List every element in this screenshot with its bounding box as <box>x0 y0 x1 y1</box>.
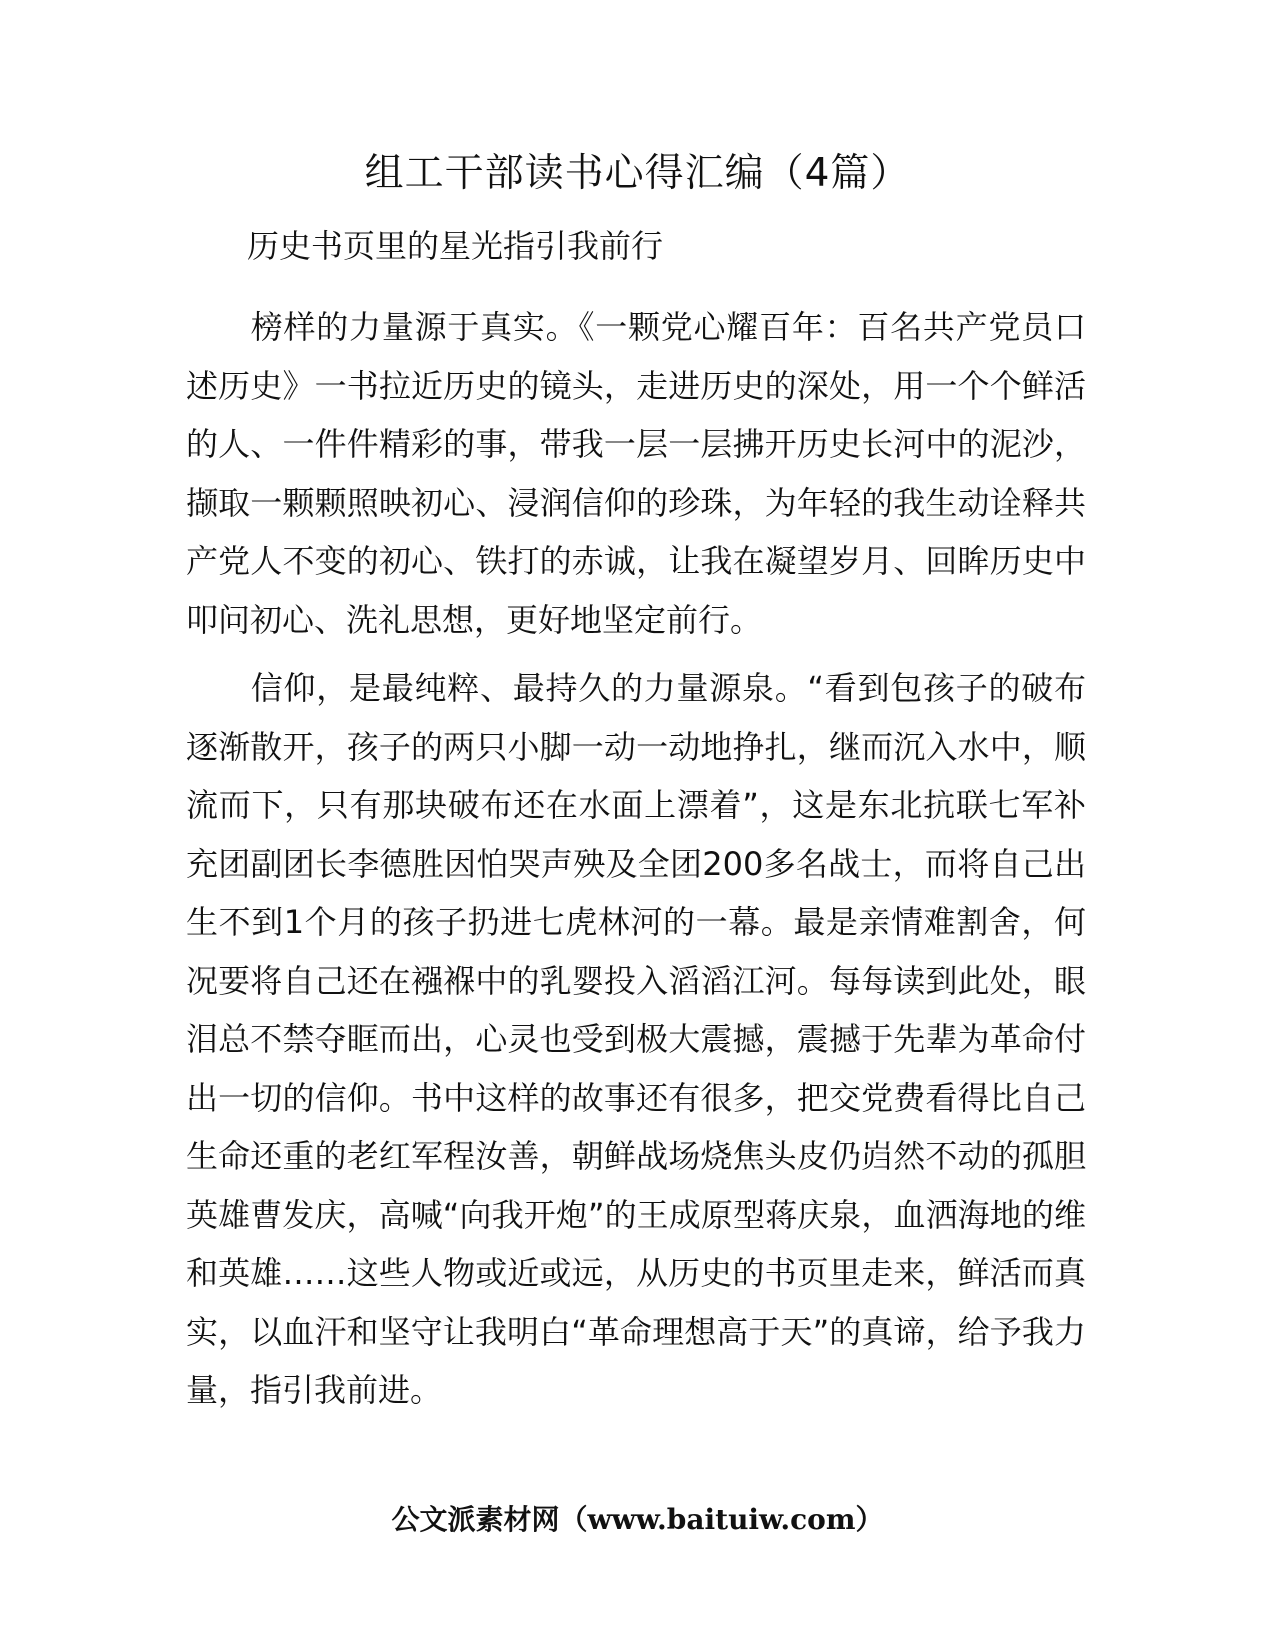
paragraph-text: 榜样的力量源于真实。《一颗党心耀百年：百名共产党员口述历史》一书拉近历史的镜头，走进历史的深处，用一个个鲜活的人、一件件精彩的事，带我一层一层拂开历史长河中的泥沙，撷取一颗颗照映初心、浸润信仰的珍珠，为年轻的我生动诠释共产党人不变的初心、铁打的赤诚，让我在凝望岁月、回眸历史中叩问初心、洗礼思想，更好地坚定前行。 <box>186 308 1086 639</box>
document-subtitle: 历史书页里的星光指引我前行 <box>247 227 664 265</box>
document-title: 组工干部读书心得汇编（4篇） <box>364 151 911 196</box>
footer-watermark: 公文派素材网（www.baituiw.com） <box>391 1503 884 1536</box>
paragraph-text: 信仰，是最纯粹、最持久的力量源泉。“看到包孩子的破布逐渐散开，孩子的两只小脚一动一动地挣扎，继而沉入水中，顺流而下，只有那块破布还在水面上漂着”，这是东北抗联七军补充团副团长李德胜因怕哭声殃及全团200多名战士，而将自己出生不到1个月的孩子扔进七虎林河的一幕。最是亲情难割舍，何况要将自己还在襁褓中的乳婴投入滔滔江河。每每读到此处，眼泪总不禁夺眶而出，心灵也受到极大震撼，震撼于先辈为革命付出一切的信仰。书中这样的故事还有很多，把交党费看得比自己生命还重的老红军程汝善，朝鲜战场烧焦头皮仍岿然不动的孤胆英雄曹发庆，高喊“向我开炮”的王成原型蒋庆泉，血洒海地的维和英雄……这些人物或近或远，从历史的书页里走来，鲜活而真实，以血汗和坚守让我明白“革命理想高于天”的真谛，给予我力量，指引我前进。 <box>186 669 1086 1409</box>
body-paragraph-2 <box>186 659 1086 1420</box>
body-paragraph-1 <box>186 298 1086 649</box>
